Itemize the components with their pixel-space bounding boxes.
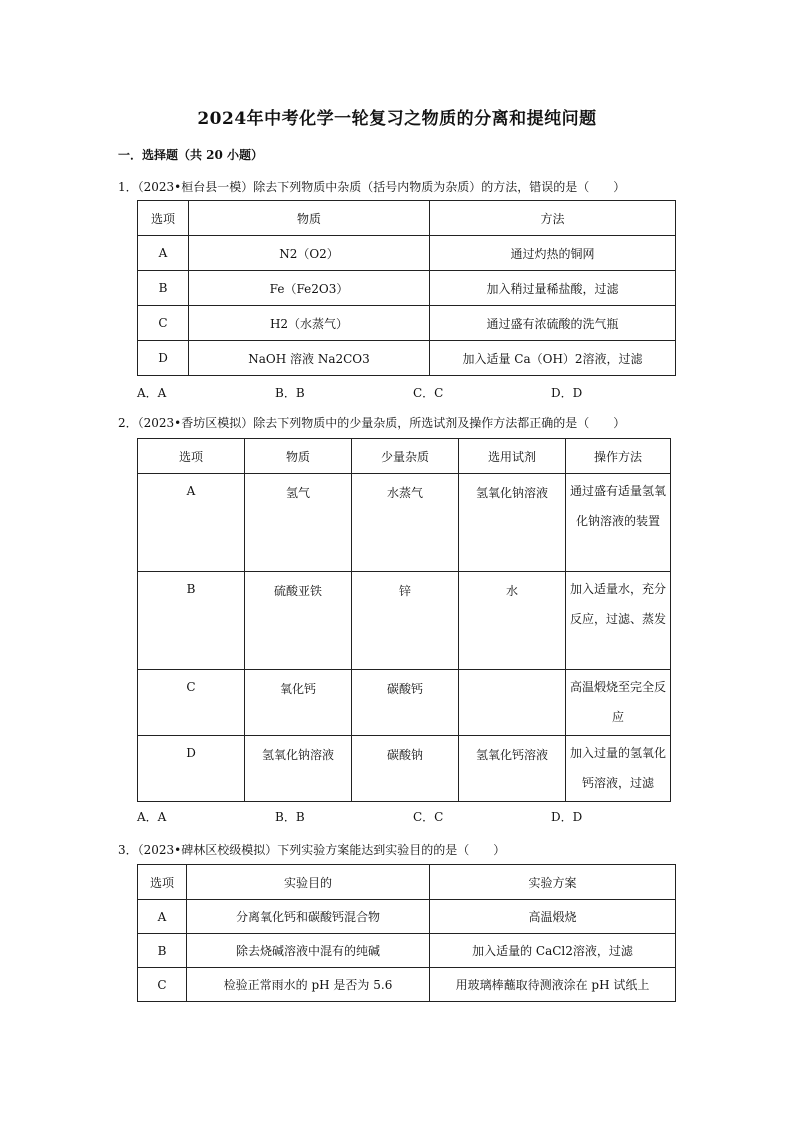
question-2-options	[137, 808, 689, 825]
cell-substance: 氢氧化钠溶液	[245, 736, 352, 802]
section-heading: 一．选择题（共 20 小题）	[118, 148, 264, 162]
header-cell: 少量杂质	[352, 439, 459, 474]
cell-option: A	[138, 236, 189, 271]
cell-option: B	[138, 934, 187, 968]
table-header-row	[138, 865, 676, 900]
cell-option: D	[138, 736, 245, 802]
header-cell: 操作方法	[566, 439, 671, 474]
table-header-row	[138, 439, 671, 474]
option-c[interactable]: C．C	[413, 386, 444, 400]
table-row	[138, 306, 676, 341]
cell-impurity: 碳酸钠	[352, 736, 459, 802]
cell-plan: 高温煅烧	[430, 900, 676, 934]
table-row	[138, 572, 671, 670]
cell-option: C	[138, 306, 189, 341]
cell-method: 加入稍过量稀盐酸，过滤	[430, 271, 676, 306]
cell-operation: 高温煅烧至完全反应	[566, 670, 671, 736]
cell-option: C	[138, 968, 187, 1002]
header-cell: 方法	[430, 201, 676, 236]
cell-plan: 用玻璃棒蘸取待测液涂在 pH 试纸上	[430, 968, 676, 1002]
header-cell: 选用试剂	[459, 439, 566, 474]
cell-impurity: 锌	[352, 572, 459, 670]
cell-substance: NaOH 溶液 Na2CO3	[189, 341, 430, 376]
cell-reagent: 氢氧化钠溶液	[459, 474, 566, 572]
page-title: 2024年中考化学一轮复习之物质的分离和提纯问题	[197, 109, 597, 129]
question-1-options	[137, 384, 689, 401]
question-3-table	[137, 864, 676, 1002]
cell-option: A	[138, 900, 187, 934]
header-cell: 实验目的	[187, 865, 430, 900]
cell-reagent: 水	[459, 572, 566, 670]
cell-substance: 氧化钙	[245, 670, 352, 736]
cell-option: D	[138, 341, 189, 376]
header-cell: 物质	[189, 201, 430, 236]
cell-plan: 加入适量的 CaCl2溶液，过滤	[430, 934, 676, 968]
table-row	[138, 236, 676, 271]
table-row	[138, 934, 676, 968]
cell-option: B	[138, 271, 189, 306]
header-cell: 选项	[138, 201, 189, 236]
table-row	[138, 736, 671, 802]
question-2-stem: 2．（2023•香坊区模拟）除去下列物质中的少量杂质，所选试剂及操作方法都正确的是（ ）	[118, 416, 626, 430]
cell-operation: 加入适量水，充分反应，过滤、蒸发	[566, 572, 671, 670]
cell-purpose: 检验正常雨水的 pH 是否为 5.6	[187, 968, 430, 1002]
cell-substance: H2（水蒸气）	[189, 306, 430, 341]
table-row	[138, 341, 676, 376]
cell-substance: 氢气	[245, 474, 352, 572]
option-b[interactable]: B．B	[275, 386, 305, 400]
question-1-stem: 1．（2023•桓台县一模）除去下列物质中杂质（括号内物质为杂质）的方法，错误的是（ ）	[118, 180, 626, 194]
cell-method: 通过灼热的铜网	[430, 236, 676, 271]
cell-method: 加入适量 Ca（OH）2溶液，过滤	[430, 341, 676, 376]
cell-method: 通过盛有浓硫酸的洗气瓶	[430, 306, 676, 341]
question-1-table	[137, 200, 676, 376]
cell-substance: 硫酸亚铁	[245, 572, 352, 670]
cell-impurity: 水蒸气	[352, 474, 459, 572]
header-cell: 选项	[138, 439, 245, 474]
cell-operation: 通过盛有适量氢氧化钠溶液的装置	[566, 474, 671, 572]
cell-impurity: 碳酸钙	[352, 670, 459, 736]
cell-reagent	[459, 670, 566, 736]
question-3-stem: 3．（2023•碑林区校级模拟）下列实验方案能达到实验目的的是（ ）	[118, 843, 506, 857]
cell-purpose: 除去烧碱溶液中混有的纯碱	[187, 934, 430, 968]
header-cell: 实验方案	[430, 865, 676, 900]
option-d[interactable]: D．D	[551, 810, 583, 824]
cell-substance: N2（O2）	[189, 236, 430, 271]
cell-operation: 加入过量的氢氧化钙溶液，过滤	[566, 736, 671, 802]
question-2-table	[137, 438, 671, 802]
option-a[interactable]: A．A	[137, 386, 167, 400]
table-row	[138, 968, 676, 1002]
cell-reagent: 氢氧化钙溶液	[459, 736, 566, 802]
table-row	[138, 900, 676, 934]
option-d[interactable]: D．D	[551, 386, 583, 400]
cell-option: A	[138, 474, 245, 572]
option-a[interactable]: A．A	[137, 810, 167, 824]
option-c[interactable]: C．C	[413, 810, 444, 824]
cell-purpose: 分离氧化钙和碳酸钙混合物	[187, 900, 430, 934]
header-cell: 选项	[138, 865, 187, 900]
header-cell: 物质	[245, 439, 352, 474]
table-row	[138, 670, 671, 736]
table-header-row	[138, 201, 676, 236]
cell-option: C	[138, 670, 245, 736]
table-row	[138, 474, 671, 572]
option-b[interactable]: B．B	[275, 810, 305, 824]
cell-substance: Fe（Fe2O3）	[189, 271, 430, 306]
table-row	[138, 271, 676, 306]
cell-option: B	[138, 572, 245, 670]
